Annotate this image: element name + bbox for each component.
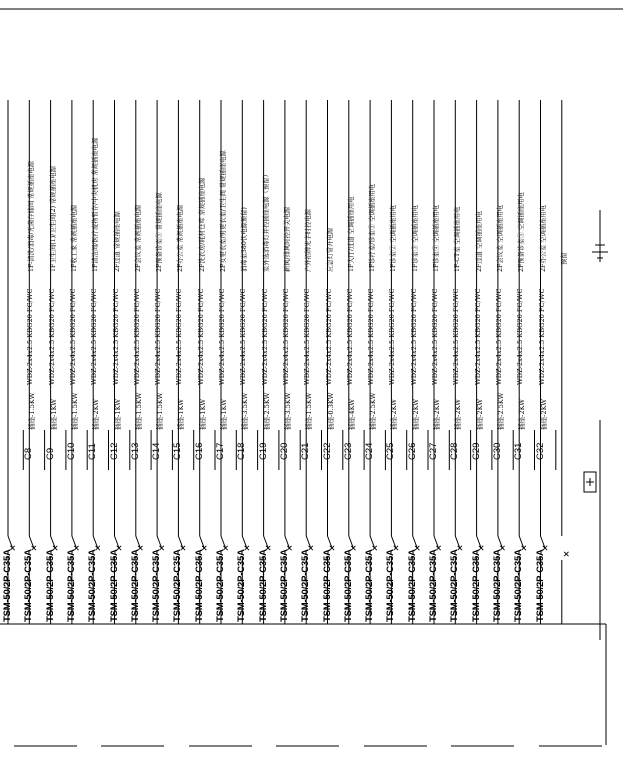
circuit-id-label: C18 — [236, 442, 248, 460]
breaker-model-label: TSM-50/2P-C35A — [342, 549, 354, 622]
load-label: 插座-2KW — [454, 398, 463, 430]
circuit-description-label: 户外招牌光字时控电源 — [305, 209, 313, 272]
cable-spec-label: WDZ-2x4x2.5 KBG20 FC/WC — [388, 288, 397, 385]
circuit-id-label: C27 — [428, 442, 439, 460]
breaker-model-label: TSM-50/2P-C35A — [406, 549, 418, 622]
cable-spec-label: WDZ-2x4x2.5 KBG20 FC/WC — [90, 288, 99, 385]
circuit-id-label: C30 — [491, 442, 503, 460]
load-label: 插座-1KW — [177, 398, 186, 430]
cable-spec-label: WDZ-2x4x2.5 KBG20 FC/WC — [537, 288, 546, 385]
circuit-id-label: C21 — [300, 442, 312, 460]
load-label: 插座-2KW — [539, 398, 548, 430]
cable-spec-label: WDZ-2x4x2.5 KBG20 FC/WC — [175, 288, 184, 385]
breaker-model-label: TSM-50/2P-C35A — [215, 549, 226, 622]
circuit-id-label: C19 — [257, 442, 269, 460]
breaker-model-label: TSM-50/2P-C35A — [172, 549, 184, 622]
cable-spec-label: WDZ-2x4x2.5 KBG20 FC/WC — [367, 288, 376, 385]
breaker-model-label: TSM-50/2P-C35A — [470, 549, 482, 622]
circuit-description-label: 2F会议室 常规插座电源 — [134, 204, 142, 272]
load-label: 插座-1KW — [113, 398, 122, 430]
circuit-description-label: 消毒室380伏电源预留) — [241, 207, 249, 272]
breaker-model-label: TSM-50/2P-C35A — [65, 549, 77, 622]
breaker-model-label: TSM-50/2P-C35A — [491, 549, 503, 622]
breaker-model-label: TSM-50/2P-C35A — [151, 549, 163, 622]
cable-spec-label: WDZ-2x4x2.5 KBG20 FC/WC — [132, 288, 141, 385]
circuit-description-label: 2F预备诊室⑤ 常规插座电源 — [156, 192, 164, 272]
load-label: 插座-2KW — [411, 398, 420, 430]
circuit-description-label: 1F诊疗室/诊室① 空调插座用电 — [369, 183, 377, 272]
circuit-id-label: C23 — [342, 442, 354, 460]
breaker-model-label: TSM-50/2P-C35A — [129, 549, 141, 622]
load-label: 插座-2KW — [518, 398, 527, 430]
circuit-description-label: 1F-清洗/消毒/无菌存储间 常规插座电源 — [28, 161, 36, 272]
cable-spec-label: WDZ-2x4x2.5 KBG20 FC/WC — [303, 288, 312, 385]
circuit-description-label: 2F会议室 空调插座用电 — [496, 204, 504, 272]
circuit-id-label: C12 — [108, 442, 120, 460]
load-label: 插座-2KW — [92, 398, 101, 430]
circuit-id-label: C9 — [44, 447, 56, 460]
circuit-description-label: 2F洗衣房/耗材仓库 常规插座电源 — [198, 177, 206, 272]
cable-spec-label: WDZ-2x4x2.5 KBG20 FC/WC — [47, 288, 56, 385]
cable-spec-label: WDZ-2x4x2.5 KBG20 FC/WC — [494, 288, 503, 385]
load-label: 插座-1.5KW — [156, 392, 165, 430]
load-label: 插座-2KW — [475, 398, 484, 430]
cable-spec-label: WDZ-2x4x2.5 KBG20 FC/WC — [345, 288, 354, 385]
circuit-id-label: C14 — [151, 442, 163, 460]
breaker-model-label: TSM-50/2P-C35A — [278, 549, 290, 622]
circuit-description-label: 2F办公室 常规插座电源 — [177, 204, 185, 272]
circuit-description-label: 1F收工家 常规插座电源 — [70, 204, 78, 272]
load-label: 插座-4KW — [347, 398, 356, 430]
circuit-id-label: C22 — [321, 442, 333, 460]
breaker-model-label: TSM-50/2P-C35A — [385, 549, 397, 622]
cable-spec-label: WDZ-2x4x2.5 KBG20 FC/WC — [516, 288, 525, 385]
circuit-id-label: C31 — [513, 442, 525, 460]
load-label: 插座-1KW — [49, 398, 58, 430]
circuit-description-label: 1F-CT室 空调插座用电 — [454, 206, 462, 272]
circuit-id-label: C8 — [23, 447, 35, 460]
breaker-model-label: TSM-50/2P-C35A — [2, 549, 13, 622]
circuit-id-label: C24 — [364, 442, 376, 460]
breaker-model-label: TSM-50/2P-C35A — [364, 549, 376, 622]
load-label: 插座-2KW — [433, 398, 441, 430]
circuit-description-label: 应急灯常开电源 — [326, 227, 334, 272]
circuit-id-label: C25 — [385, 442, 397, 460]
ground-icon — [592, 210, 608, 262]
circuit-description-label: 1F清洁间/医疗废物暂存/中央机房 常规插座电源 — [92, 137, 100, 272]
breaker-model-label: TSM-50/2P-C35A — [534, 549, 546, 622]
cable-spec-label: WDZ-2x4x2.5 KBG20 FC/WC — [196, 288, 205, 385]
circuit-description-label: 2F过道 常规插座电源 — [113, 211, 121, 272]
cable-spec-label: WDZ-2x4x2.5 KBG20 FC/WC — [260, 288, 269, 385]
circuit-description-label: 1F诊室③ 空调插座用电 — [411, 204, 419, 272]
cable-spec-label: WDZ-2x4x2.5 KBG20 FC/WC — [452, 288, 461, 385]
circuit-description-label: 1F诊室② 空调插座用电 — [390, 204, 398, 272]
load-label: 插座-3.5KW — [283, 392, 292, 430]
circuit-description-label: 室外选消毒灯并控插座电源（预留） — [262, 171, 270, 272]
load-label: 插座-2.5KW — [496, 392, 505, 430]
cable-spec-label: WDZ-2x4x2.5 KBG20 FC/WC — [154, 288, 163, 385]
cable-spec-label: WDZ-2x4x2.5 KBG20 FC/WC — [281, 288, 290, 385]
load-label: 插座-0.3KW — [326, 392, 335, 430]
circuit-id-label: C16 — [193, 442, 205, 460]
surge-protector-icon — [584, 472, 596, 492]
breaker-model-label: TSM-50/2P-C35A — [300, 549, 312, 622]
circuit-id-label: C17 — [215, 442, 226, 460]
load-label: 插座-3.5KW — [241, 392, 250, 430]
cable-spec-label: WDZ-2x4x2.5 KBG20 FC/WC — [26, 288, 35, 385]
breaker-model-label: TSM-50/2P-C35A — [23, 549, 35, 622]
circuit-description-label: 1F诊室④ 空调插座用电 — [433, 204, 440, 272]
breaker-model-label: TSM-50/2P-C35A — [108, 549, 120, 622]
breaker-contact-icon — [564, 552, 568, 556]
load-label: 插座-1KW — [198, 398, 207, 430]
cable-spec-label: WDZ-2x4x2.5 KBG20 FC/WC — [68, 288, 77, 385]
breaker-model-label: TSM-50/2P-C35A — [44, 549, 56, 622]
circuit-description-label: 新风/排风时控开关电源 — [283, 206, 291, 272]
circuit-description-label: 2F预备诊室⑤ 空调插座用电 — [518, 192, 526, 272]
cable-spec-label: WDZ-2x4x2.5 KBG20 FC/WC — [324, 288, 333, 385]
cable-spec-label: WDZ-2x4x2.5 KBG20 FC/WC — [239, 288, 248, 385]
circuit-description-label: 1F大厅/过道 空调插座用电 — [347, 196, 355, 272]
circuit-id-label: C15 — [172, 442, 184, 460]
circuit-description-label: 2F办公室 空调插座用电 — [539, 204, 547, 272]
cable-spec-label: WDZ-2x4x2.5 KBG20 FC/WC — [431, 288, 439, 385]
breaker-model-label: TSM-50/2P-C35A — [236, 549, 248, 622]
load-label: 插座-1KW — [220, 398, 228, 430]
load-label: 插座-1.5KW — [28, 392, 37, 430]
circuit-description-label: 预留 — [560, 252, 568, 265]
breaker-model-label: TSM-50/2P-C35A — [428, 549, 439, 622]
breaker-model-label: TSM-50/2P-C35A — [449, 549, 461, 622]
circuit-id-label: C13 — [129, 442, 141, 460]
cable-spec-label: WDZ-2x4x2.5 KBG20 FC/WC — [409, 288, 418, 385]
cable-spec-label: WDZ-2x4x2.5 KBG20 FC/WC — [473, 288, 482, 385]
breaker-model-label: TSM-50/2P-C35A — [193, 549, 205, 622]
breaker-model-label: TSM-50/2P-C35A — [257, 549, 269, 622]
circuit-id-label: C10 — [65, 442, 77, 460]
breaker-model-label: TSM-50/2P-C35A — [321, 549, 333, 622]
load-label: 插座-1.5KW — [70, 392, 79, 430]
circuit-description-label: 2F过道 空调插座用电 — [475, 211, 483, 272]
load-label: 插座-1.5KW — [134, 392, 143, 430]
load-label: 插座-2.5KW — [262, 392, 271, 430]
breaker-model-label: TSM-50/2P-C35A — [87, 549, 99, 622]
cable-spec-label: WDZ-2x4x2.5 KBG20 FC/WC — [218, 288, 226, 385]
cable-spec-label: WDZ-2x4x2.5 KBG20 FC/WC — [111, 288, 120, 385]
load-label: 插座-1.5KW — [305, 392, 314, 430]
circuit-id-label: C28 — [449, 442, 461, 460]
breaker-model-label: TSM-50/2P-C35A — [513, 549, 525, 622]
load-label: 插座-2KW — [390, 398, 399, 430]
circuit-id-label: C11 — [87, 443, 99, 460]
circuit-description-label: 1F卫生间(1)/卫生间(2) 常规插座电源 — [49, 166, 57, 272]
circuit-id-label: C32 — [534, 442, 546, 460]
circuit-id-label: C20 — [278, 442, 290, 460]
load-label: 插座-2.5KW — [369, 392, 378, 430]
circuit-id-label: C29 — [470, 442, 482, 460]
circuit-id-label: C26 — [406, 442, 418, 460]
circuit-description-label: 2F女更衣室/男更衣室/卫生间 常规插座电源 — [220, 150, 227, 272]
